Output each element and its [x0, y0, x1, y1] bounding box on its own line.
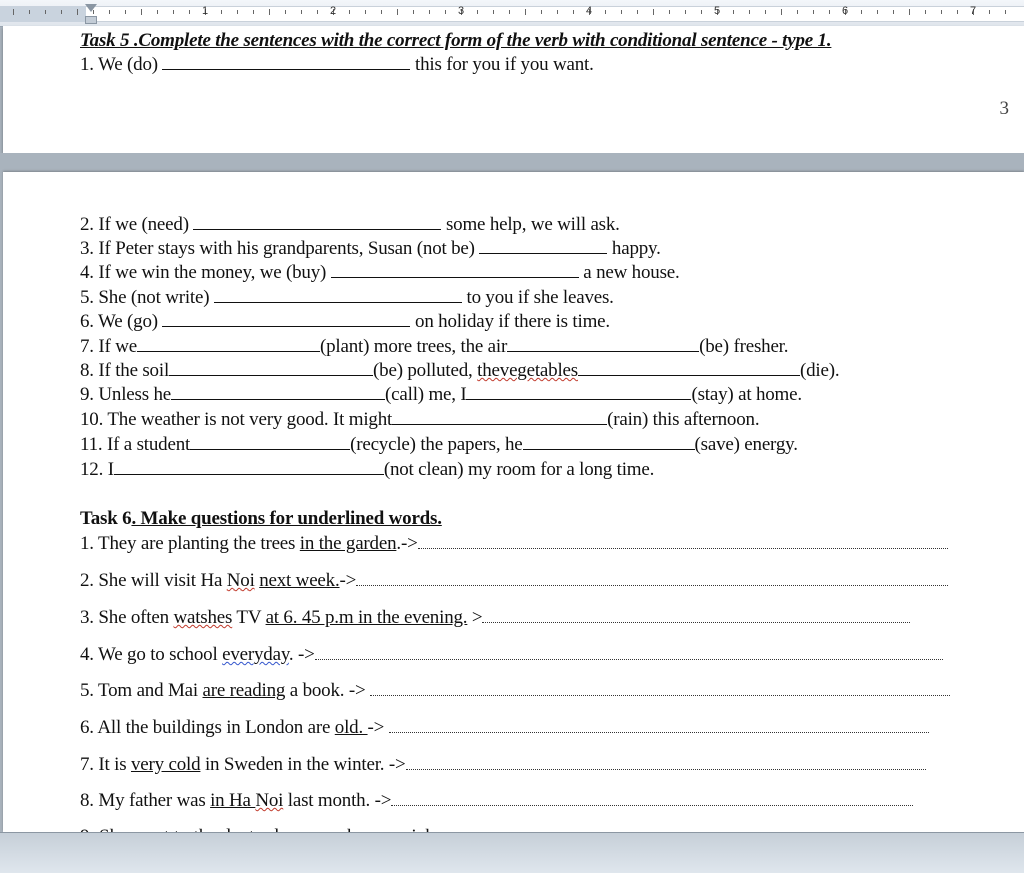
- sentence-text: to you if she leaves.: [466, 287, 614, 308]
- question-text: 5. Tom and Mai: [80, 680, 203, 701]
- question-4: [80, 644, 943, 666]
- ruler-tick: [893, 10, 894, 14]
- answer-blank[interactable]: [193, 214, 441, 230]
- answer-dotted-line[interactable]: [370, 681, 950, 696]
- question-text: 1. They are planting the trees: [80, 533, 300, 554]
- question-text: 4. We go to school: [80, 644, 223, 665]
- answer-blank[interactable]: [523, 434, 695, 450]
- ruler-number: 6: [841, 5, 849, 17]
- answer-dotted-line[interactable]: [418, 534, 948, 549]
- ruler-tick: [797, 10, 798, 14]
- question-text: 3. She often: [80, 607, 174, 628]
- sentence-text: 4. If we win the money, we (buy): [80, 262, 327, 283]
- question-text: 7. It is: [80, 754, 131, 775]
- sentence-1: [80, 54, 594, 76]
- page-gap: [0, 153, 1024, 172]
- ruler-tick: [861, 10, 862, 14]
- underlined-words: next week.: [259, 570, 340, 591]
- answer-blank[interactable]: [392, 409, 607, 425]
- ruler-tick: [429, 10, 430, 14]
- ruler-tick: [157, 10, 158, 14]
- answer-blank[interactable]: [169, 360, 373, 376]
- answer-blank[interactable]: [479, 238, 607, 254]
- sentence-2: [80, 214, 620, 236]
- question-text: .->: [396, 533, 418, 554]
- question-1: [80, 533, 948, 555]
- misspelled-underlined-word: Noi: [255, 790, 284, 811]
- ruler-tick: [317, 10, 318, 14]
- sentence-3: [80, 238, 661, 260]
- sentence-4: [80, 262, 680, 284]
- ruler-number: 1: [201, 5, 209, 17]
- sentence-text: (die).: [799, 360, 840, 381]
- ruler-tick: [701, 10, 702, 14]
- ruler-tick: [413, 10, 414, 14]
- ruler-tick: [509, 10, 510, 14]
- ruler-tick: [253, 10, 254, 14]
- sentence-text: (save) energy.: [694, 434, 798, 455]
- sentence-text: (stay) at home.: [691, 384, 802, 405]
- answer-blank[interactable]: [331, 262, 579, 278]
- task5-title: Task 5 .Complete the sentences with the correct form of the verb with conditional sentence - type 1.: [80, 30, 832, 51]
- ruler-tick: [173, 10, 174, 14]
- answer-blank[interactable]: [507, 336, 699, 352]
- underlined-words: at 6. 45 p.m in the evening.: [265, 607, 468, 628]
- ruler-tick: [765, 10, 766, 14]
- sentence-6: [80, 311, 610, 333]
- sentence-5: [80, 287, 614, 309]
- answer-blank[interactable]: [114, 459, 384, 475]
- ruler-tick: [637, 10, 638, 14]
- page-number: 3: [999, 98, 1009, 119]
- sentence-text: 11. If a student: [80, 434, 191, 455]
- window-bottom-bar: [0, 832, 1024, 873]
- sentence-text: 10. The weather is not very good. It might: [80, 409, 393, 430]
- question-text: last month. ->: [283, 790, 392, 811]
- task6-heading: [80, 508, 442, 530]
- ruler-tick: [189, 10, 190, 14]
- ruler-tick: [349, 10, 350, 14]
- answer-blank[interactable]: [137, 336, 320, 352]
- underlined-words: are reading: [202, 680, 286, 701]
- sentence-text: this for you if you want.: [415, 54, 594, 75]
- question-text: >: [467, 607, 483, 628]
- sentence-text: some help, we will ask.: [445, 214, 620, 235]
- answer-blank[interactable]: [171, 384, 385, 400]
- answer-blank[interactable]: [162, 54, 410, 70]
- sentence-text: 5. She (not write): [80, 287, 210, 308]
- sentence-11: [80, 434, 798, 456]
- question-text: 8. My father was: [80, 790, 211, 811]
- sentence-text: a new house.: [583, 262, 680, 283]
- ruler-tick: [573, 10, 574, 14]
- left-indent-marker[interactable]: [85, 16, 97, 24]
- ruler-number: 3: [457, 5, 465, 17]
- ruler-tick: [77, 9, 78, 15]
- question-7: [80, 754, 926, 776]
- answer-dotted-line[interactable]: [389, 718, 929, 733]
- misspelled-word: Noi: [226, 570, 255, 591]
- sentence-12: [80, 459, 654, 481]
- task6-label: Task 6: [80, 508, 132, 529]
- sentence-text: happy.: [611, 238, 661, 259]
- task6-title: . Make questions for underlined words.: [131, 508, 442, 529]
- question-text: ->: [367, 717, 389, 738]
- sentence-text: 8. If the soil: [80, 360, 170, 381]
- underlined-words: in the garden: [299, 533, 397, 554]
- ruler-tick: [653, 9, 654, 15]
- ruler-tick: [669, 10, 670, 14]
- ruler-tick: [749, 10, 750, 14]
- sentence-text: (be) polluted,: [373, 360, 473, 381]
- ruler-number: 2: [329, 5, 337, 17]
- sentence-10: [80, 409, 759, 431]
- question-2: [80, 570, 948, 592]
- ruler-tick: [29, 10, 30, 14]
- question-5: [80, 680, 950, 702]
- ruler-tick: [941, 10, 942, 14]
- ruler-tick: [45, 10, 46, 14]
- underlined-words: in Ha: [210, 790, 256, 811]
- answer-dotted-line[interactable]: [315, 645, 943, 660]
- answer-blank[interactable]: [466, 384, 691, 400]
- first-line-indent-marker[interactable]: [85, 4, 97, 12]
- ruler-tick: [365, 10, 366, 14]
- sentence-text: (recycle) the papers, he: [350, 434, 523, 455]
- question-text: a book. ->: [285, 680, 371, 701]
- task5-heading: [80, 30, 831, 52]
- answer-dotted-line[interactable]: [482, 608, 910, 623]
- ruler-tick: [13, 9, 14, 15]
- answer-blank[interactable]: [214, 287, 462, 303]
- ruler-tick: [877, 10, 878, 14]
- misspelled-word: thevegetables: [477, 360, 578, 381]
- answer-blank[interactable]: [578, 360, 800, 376]
- ruler-tick: [829, 10, 830, 14]
- answer-dotted-line[interactable]: [356, 571, 948, 586]
- underlined-words: very cold: [130, 754, 201, 775]
- question-text: 2. She will visit Ha: [80, 570, 227, 591]
- answer-dotted-line[interactable]: [391, 791, 913, 806]
- ruler-tick: [957, 10, 958, 14]
- ruler-tick: [477, 10, 478, 14]
- ruler-tick: [109, 10, 110, 14]
- ruler-tick: [685, 10, 686, 14]
- ruler-tick: [813, 10, 814, 14]
- ruler-tick: [605, 10, 606, 14]
- sentence-text: on holiday if there is time.: [415, 311, 610, 332]
- ruler-tick: [493, 10, 494, 14]
- sentence-text: (be) fresher.: [699, 336, 789, 357]
- ruler-tick: [781, 9, 782, 15]
- answer-blank[interactable]: [190, 434, 350, 450]
- question-text: TV: [232, 607, 266, 628]
- sentence-text: (not clean) my room for a long time.: [383, 459, 655, 480]
- ruler-tick: [125, 10, 126, 14]
- sentence-text: (call) me, I: [385, 384, 467, 405]
- sentence-text: (plant) more trees, the air: [319, 336, 508, 357]
- sentence-text: (rain) this afternoon.: [607, 409, 760, 430]
- ruler-tick: [1005, 10, 1006, 14]
- ruler-tick: [381, 10, 382, 14]
- question-text: 6. All the buildings in London are: [80, 717, 335, 738]
- sentence-text: 2. If we (need): [80, 214, 189, 235]
- sentence-7: [80, 336, 788, 358]
- question-text: in Sweden in the winter. ->: [200, 754, 406, 775]
- horizontal-ruler[interactable]: [0, 0, 1024, 27]
- ruler-tick: [397, 9, 398, 15]
- ruler-tick: [525, 9, 526, 15]
- ruler-tick: [541, 10, 542, 14]
- ruler-tick: [909, 9, 910, 15]
- misspelled-word: watshes: [173, 607, 233, 628]
- ruler-tick: [61, 10, 62, 14]
- question-text: . ->: [288, 644, 315, 665]
- sentence-8: [80, 360, 839, 382]
- ruler-tick: [285, 10, 286, 14]
- document-page-previous: [3, 26, 1024, 153]
- document-page: [3, 172, 1024, 832]
- ruler-tick: [301, 10, 302, 14]
- ruler-tick: [989, 10, 990, 14]
- question-8: [80, 790, 913, 812]
- ruler-tick: [141, 9, 142, 15]
- ruler-tick: [557, 10, 558, 14]
- ruler-tick: [221, 10, 222, 14]
- ruler-tick: [445, 10, 446, 14]
- ruler-number: 5: [713, 5, 721, 17]
- ruler-tick: [925, 10, 926, 14]
- ruler-number: 7: [969, 5, 977, 17]
- question-6: [80, 717, 929, 739]
- ruler-tick: [733, 10, 734, 14]
- sentence-text: 7. If we: [80, 336, 137, 357]
- answer-blank[interactable]: [162, 311, 410, 327]
- answer-dotted-line[interactable]: [406, 755, 926, 770]
- sentence-text: 1. We (do): [80, 54, 158, 75]
- ruler-tick: [621, 10, 622, 14]
- grammar-flagged-word: everyday: [222, 644, 289, 665]
- sentence-text: 12. I: [80, 459, 114, 480]
- underlined-words: old.: [334, 717, 368, 738]
- sentence-9: [80, 384, 802, 406]
- ruler-track: [0, 6, 1024, 22]
- ruler-tick: [269, 9, 270, 15]
- question-text: ->: [339, 570, 357, 591]
- ruler-number: 4: [585, 5, 593, 17]
- ruler-tick: [237, 10, 238, 14]
- sentence-text: 6. We (go): [80, 311, 158, 332]
- question-3: [80, 607, 910, 629]
- sentence-text: 3. If Peter stays with his grandparents, Susan (not be): [80, 238, 475, 259]
- sentence-text: 9. Unless he: [80, 384, 172, 405]
